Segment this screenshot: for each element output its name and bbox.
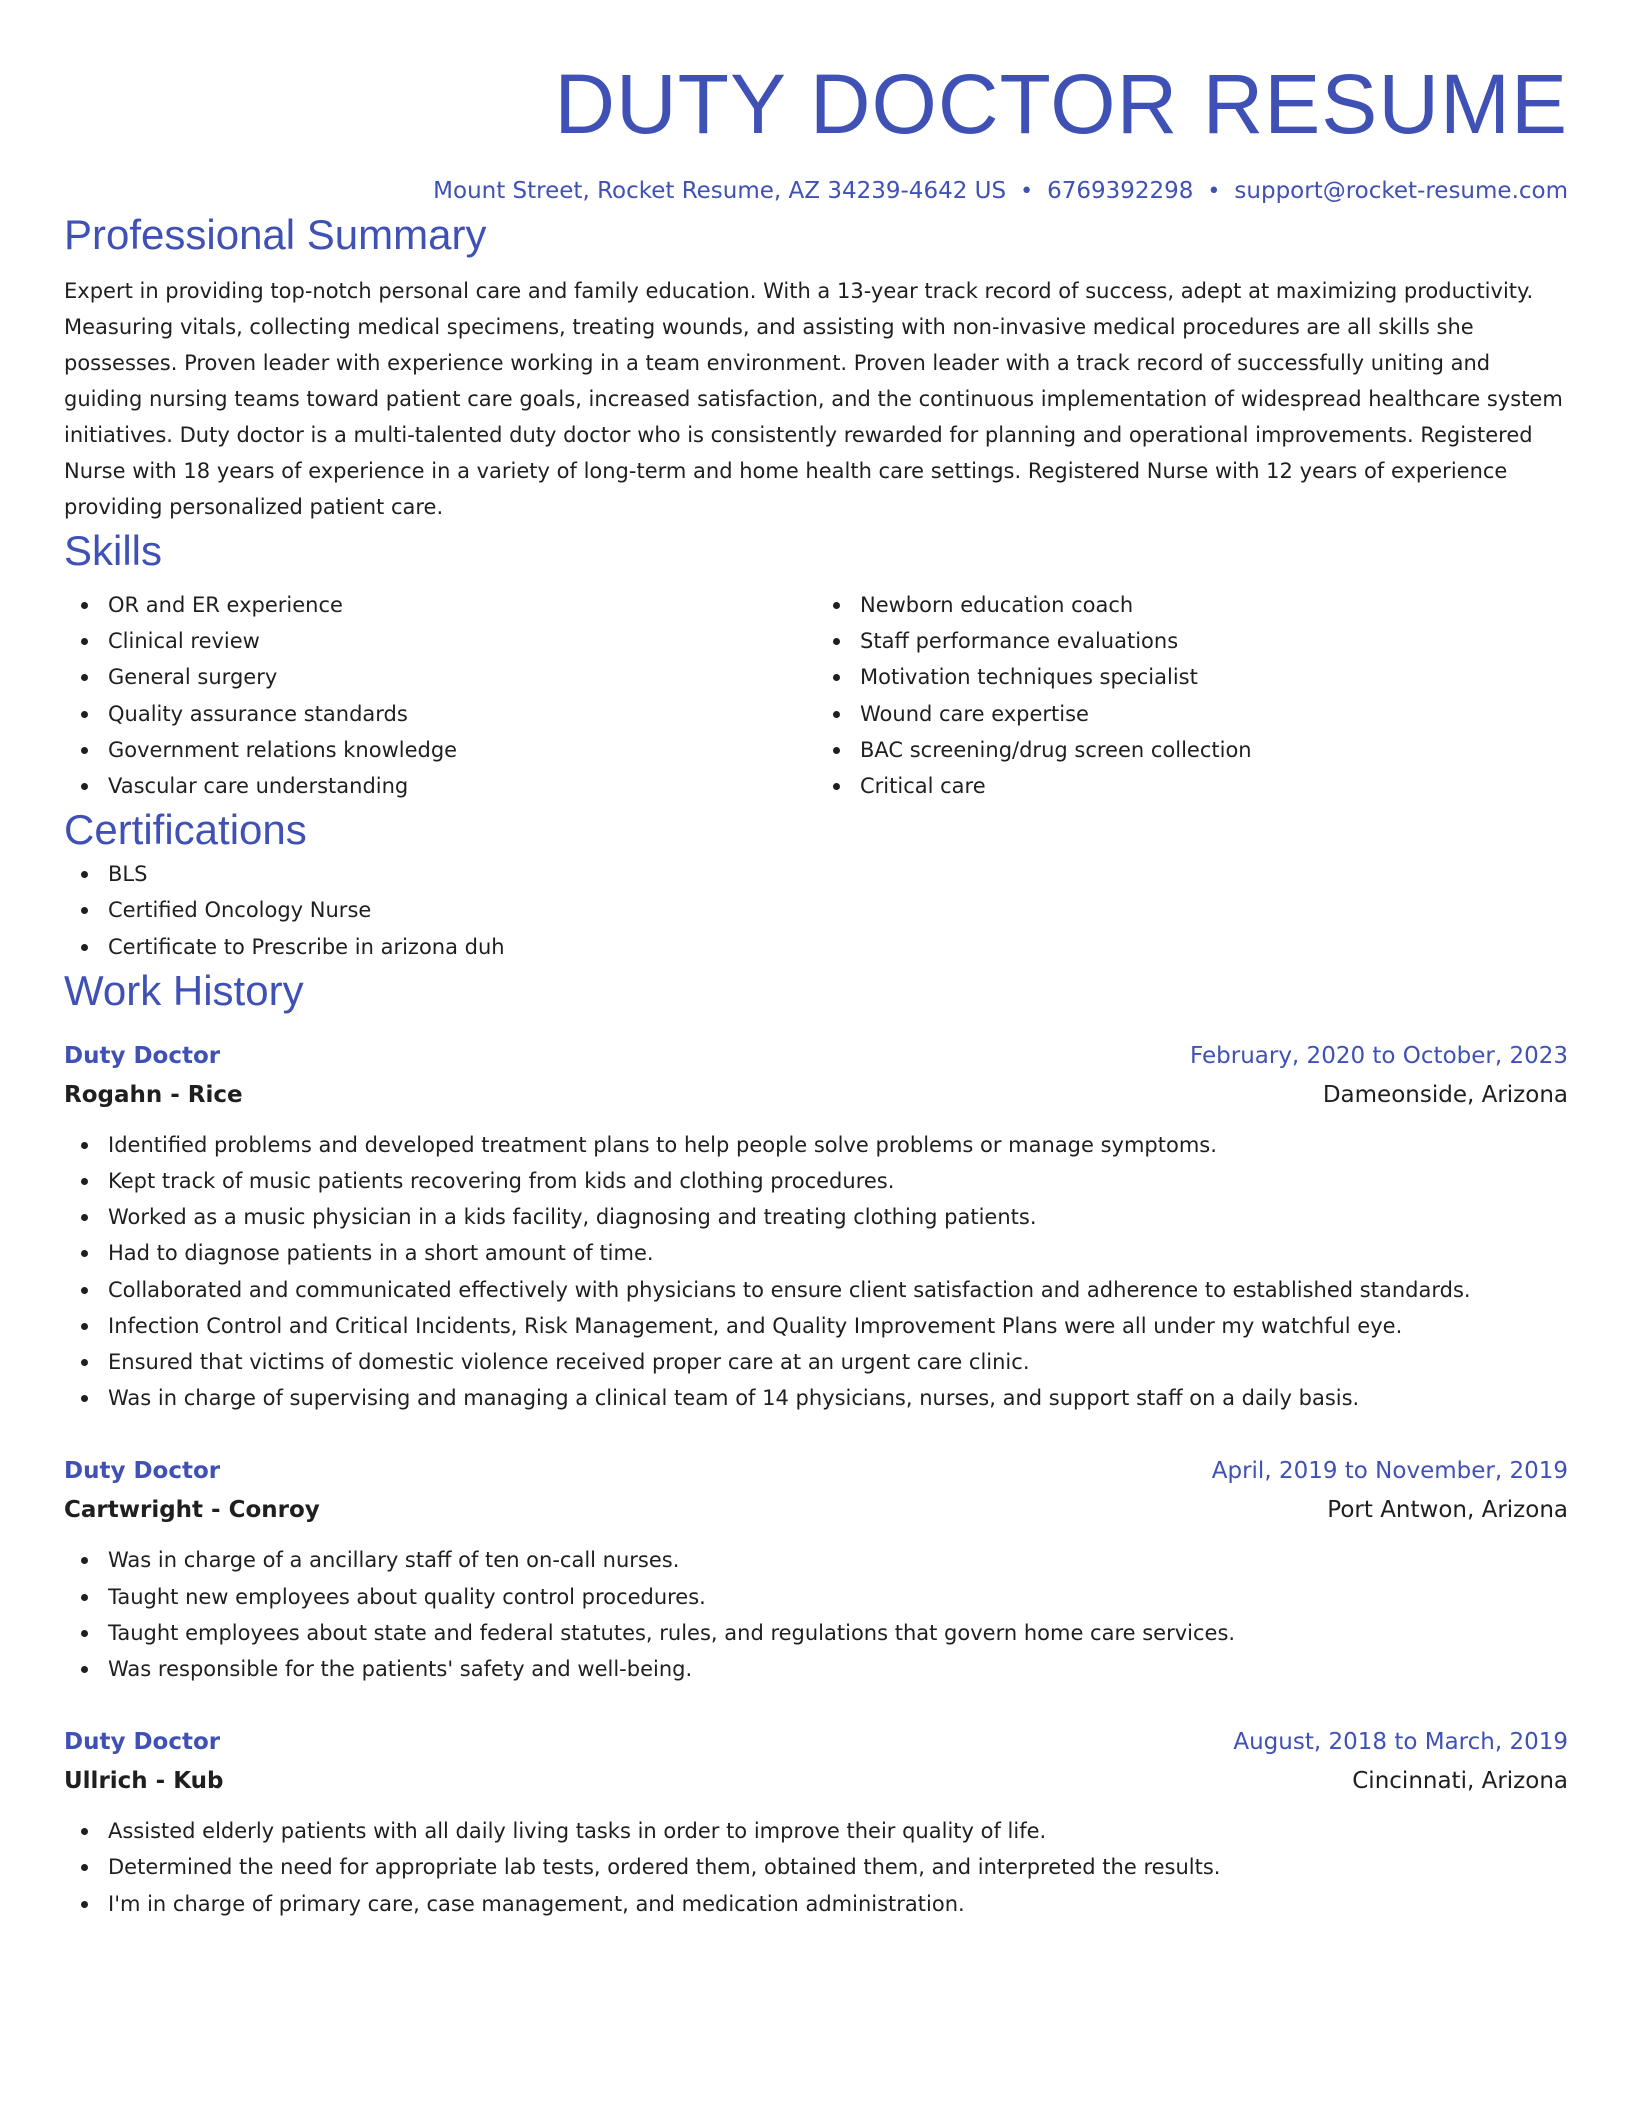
job-title: Duty Doctor: [64, 1729, 221, 1756]
job-duty-item: Collaborated and communicated effectively with physicians to ensure client satisfaction and adherence to established standards.: [64, 1272, 1568, 1308]
skill-item: Critical care: [816, 768, 1568, 804]
job-duty-item: Was in charge of a ancillary staff of ten on-call nurses.: [64, 1542, 1568, 1578]
job-entry: [64, 1723, 1568, 1922]
skill-item: OR and ER experience: [64, 587, 816, 623]
skill-item: Motivation techniques specialist: [816, 659, 1568, 695]
contact-email: support@rocket-resume.com: [1234, 178, 1568, 204]
job-duties-list: [64, 1542, 1568, 1687]
job-dates: February, 2020 to October, 2023: [1190, 1042, 1568, 1069]
skill-item: Quality assurance standards: [64, 696, 816, 732]
skill-item: Staff performance evaluations: [816, 623, 1568, 659]
skill-item: Clinical review: [64, 623, 816, 659]
job-duty-item: Infection Control and Critical Incidents, Risk Management, and Quality Improvement Plans were all under my watchful eye.: [64, 1308, 1568, 1344]
job-duties-list: [64, 1813, 1568, 1922]
job-duty-item: Was in charge of supervising and managing a clinical team of 14 physicians, nurses, and support staff on a daily basis.: [64, 1380, 1568, 1416]
job-duty-item: Was responsible for the patients' safety and well-being.: [64, 1651, 1568, 1687]
job-company-row: [64, 1075, 1568, 1115]
certification-item: BLS: [64, 856, 1568, 892]
job-duty-item: Taught employees about state and federal statutes, rules, and regulations that govern home care services.: [64, 1615, 1568, 1651]
skill-item: Wound care expertise: [816, 696, 1568, 732]
resume-page: [64, 0, 1568, 1922]
job-entry: [64, 1037, 1568, 1417]
job-duty-item: Identified problems and developed treatment plans to help people solve problems or manage symptoms.: [64, 1127, 1568, 1163]
job-duty-item: Determined the need for appropriate lab tests, ordered them, obtained them, and interpreted the results.: [64, 1849, 1568, 1885]
job-entry: [64, 1452, 1568, 1687]
skill-item: General surgery: [64, 659, 816, 695]
job-title: Duty Doctor: [64, 1042, 221, 1069]
job-duty-item: Worked as a music physician in a kids facility, diagnosing and treating clothing patients.: [64, 1199, 1568, 1235]
skill-item: BAC screening/drug screen collection: [816, 732, 1568, 768]
job-dates: April, 2019 to November, 2019: [1211, 1458, 1568, 1485]
skill-item: Government relations knowledge: [64, 732, 816, 768]
job-company: Cartwright - Conroy: [64, 1497, 320, 1524]
contact-separator: •: [1207, 179, 1221, 204]
job-company-row: [64, 1490, 1568, 1530]
job-duty-item: Kept track of music patients recovering from kids and clothing procedures.: [64, 1163, 1568, 1199]
job-location: Port Antwon, Arizona: [1327, 1497, 1568, 1524]
work-history-heading: Work History: [64, 966, 304, 1014]
contact-line: [64, 174, 1568, 209]
job-duty-item: Taught new employees about quality control procedures.: [64, 1579, 1568, 1615]
skills-list-left: [64, 587, 816, 804]
job-duty-item: Had to diagnose patients in a short amount of time.: [64, 1235, 1568, 1271]
job-company: Rogahn - Rice: [64, 1081, 243, 1108]
job-company: Ullrich - Kub: [64, 1768, 224, 1795]
job-location: Cincinnati, Arizona: [1352, 1768, 1568, 1795]
skill-item: Newborn education coach: [816, 587, 1568, 623]
job-duties-list: [64, 1127, 1568, 1417]
job-title: Duty Doctor: [64, 1458, 221, 1485]
job-duty-item: Ensured that victims of domestic violence received proper care at an urgent care clinic.: [64, 1344, 1568, 1380]
summary-heading: Professional Summary: [64, 211, 487, 258]
resume-name: DUTY DOCTOR RESUME: [554, 57, 1568, 151]
job-duty-item: Assisted elderly patients with all daily living tasks in order to improve their quality of life.: [64, 1813, 1568, 1849]
skills-heading: Skills: [64, 527, 163, 574]
certifications-list: [64, 856, 1568, 965]
job-title-row: [64, 1723, 1568, 1761]
skill-item: Vascular care understanding: [64, 768, 816, 804]
job-title-row: [64, 1037, 1568, 1075]
skills-columns: [64, 587, 1568, 804]
job-dates: August, 2018 to March, 2019: [1233, 1729, 1568, 1756]
job-company-row: [64, 1761, 1568, 1801]
job-title-row: [64, 1452, 1568, 1490]
summary-text: Expert in providing top-notch personal care and family education. With a 13-year track record of success, adept at maximizing productivity. Measuring vitals, collecting medical specimens, treating wounds, and assisting with non-invasive medical procedures are all skills she possesses. Proven leader with experience working in a team environment. Proven leader with a track record of successfully uniting and guiding nursing teams toward patient care goals, increased satisfaction, and the continuous implementation of widespread healthcare system initiatives. Duty doctor is a multi-talented duty doctor who is consistently rewarded for planning and operational improvements. Registered Nurse with 18 years of experience in a variety of long-term and home health care settings. Registered Nurse with 12 years of experience providing personalized patient care.: [64, 279, 1563, 519]
certification-item: Certified Oncology Nurse: [64, 892, 1568, 928]
skills-list-right: [816, 587, 1568, 804]
job-location: Dameonside, Arizona: [1322, 1081, 1568, 1108]
certification-item: Certificate to Prescribe in arizona duh: [64, 929, 1568, 965]
resume-header: [64, 0, 1568, 209]
contact-address: Mount Street, Rocket Resume, AZ 34239-4642 US: [433, 178, 1007, 204]
certifications-heading: Certifications: [64, 806, 307, 854]
contact-separator: •: [1020, 179, 1034, 204]
contact-phone: 6769392298: [1047, 178, 1194, 204]
job-duty-item: I'm in charge of primary care, case management, and medication administration.: [64, 1886, 1568, 1922]
